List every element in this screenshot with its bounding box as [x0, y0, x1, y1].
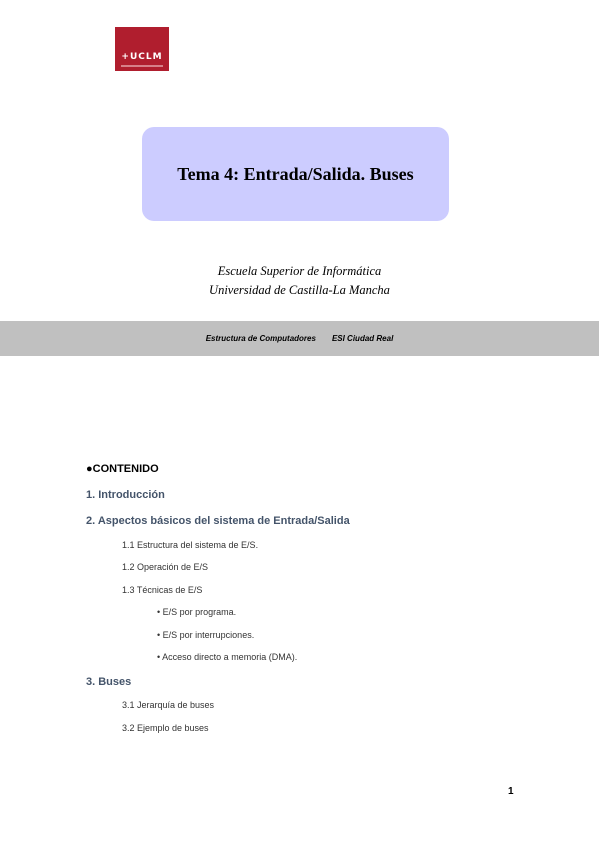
toc-item: 1.2 Operación de E/S — [122, 562, 209, 572]
course-banner — [0, 321, 599, 356]
toc-item: 1.1 Estructura del sistema de E/S. — [122, 540, 259, 550]
university-logo — [115, 27, 169, 71]
page-number: 1 — [508, 786, 514, 797]
toc-item: 1. Introducción — [86, 489, 165, 501]
document-title: Tema 4: Entrada/Salida. Buses — [177, 163, 414, 184]
toc-item: • E/S por interrupciones. — [157, 630, 255, 640]
school-name: Escuela Superior de Informática — [217, 264, 382, 278]
toc-item: 1.3 Técnicas de E/S — [122, 585, 203, 595]
contents-heading: ●CONTENIDO — [86, 463, 159, 475]
toc-item: 3.1 Jerarquía de buses — [122, 700, 215, 710]
title-box — [142, 127, 449, 221]
campus-name: ESI Ciudad Real — [331, 334, 394, 343]
logo-text: +UCLM — [121, 52, 163, 62]
toc-item: • Acceso directo a memoria (DMA). — [157, 652, 298, 662]
course-name: Estructura de Computadores — [205, 334, 316, 343]
university-name: Universidad de Castilla-La Mancha — [209, 283, 390, 297]
logo-subline — [121, 65, 163, 67]
toc-item: 3.2 Ejemplo de buses — [122, 723, 209, 733]
toc-item: 3. Buses — [86, 676, 132, 688]
toc-item: • E/S por programa. — [157, 607, 237, 617]
toc-item: 2. Aspectos básicos del sistema de Entrada/Salida — [86, 515, 350, 527]
